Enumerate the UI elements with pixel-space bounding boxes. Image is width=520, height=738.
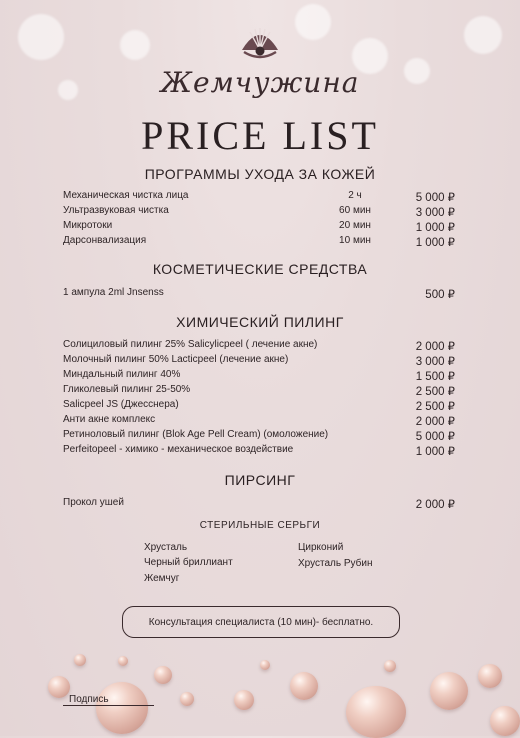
service-name: 1 ампула 2ml Jnsenss [63,287,164,298]
price-row [63,235,455,250]
service-price: 2 000 ₽ [415,341,455,353]
service-name: Анти акне комплекс [63,414,156,425]
pearl-decoration [260,660,270,670]
service-name: Дарсонвализация [63,235,147,246]
service-duration: 2 ч [348,190,362,201]
price-row [63,444,455,459]
section-title-skin-care: ПРОГРАММЫ УХОДА ЗА КОЖЕЙ [144,166,376,182]
price-row [63,287,455,302]
service-name: Солициловый пилинг 25% Salicylicpeel ( лечение акне) [63,339,318,350]
pearl-decoration [180,692,194,706]
service-name: Гликолевый пилинг 25-50% [63,384,191,395]
price-row [63,339,455,354]
price-row [63,384,455,399]
earring-option: Цирконий [298,542,344,553]
pearl-decoration [384,660,396,672]
service-price: 3 000 ₽ [415,356,455,368]
price-row [63,205,455,220]
service-name: Perfeitopeel - химико - механическое воздействие [63,444,294,455]
section-title-piercing: ПИРСИНГ [224,472,296,488]
price-row [63,190,455,205]
pearl-decoration [74,654,86,666]
pearl-decoration [96,682,148,734]
pearl-decoration [154,666,172,684]
signature-label: Подпись [69,694,109,705]
service-price: 2 500 ₽ [415,386,455,398]
brand-name: Жемчужина [160,66,360,99]
price-row [63,497,455,512]
pearl-decoration [478,664,502,688]
earring-option: Черный бриллиант [144,557,233,568]
service-duration: 60 мин [339,205,371,216]
service-name: Механическая чистка лица [63,190,189,201]
service-name: Молочный пилинг 50% Lacticpeel (лечение акне) [63,354,289,365]
price-row [63,354,455,369]
price-row [63,429,455,444]
service-price: 1 000 ₽ [415,222,455,234]
price-row [63,414,455,429]
shell-pearl-logo [0,26,520,67]
service-name: Salicpeel JS (Джесснера) [63,399,179,410]
service-price: 5 000 ₽ [415,192,455,204]
consultation-note [122,606,400,638]
service-price: 1 000 ₽ [415,237,455,249]
pearl-decoration [346,686,406,738]
service-price: 3 000 ₽ [415,207,455,219]
service-duration: 10 мин [339,235,371,246]
pearl-decoration [490,706,520,736]
pearl-decoration [118,656,128,666]
service-price: 2 500 ₽ [415,401,455,413]
section-title-chemical-peeling: ХИМИЧЕСКИЙ ПИЛИНГ [176,314,344,330]
section-title-cosmetics: КОСМЕТИЧЕСКИЕ СРЕДСТВА [152,261,368,277]
pearl-decoration [290,672,318,700]
signature-line [63,694,154,706]
earring-option: Хрусталь Рубин [298,558,373,569]
service-price: 2 000 ₽ [415,499,455,511]
consultation-text: Консультация специалиста (10 мин)- бесплатно. [148,616,374,628]
earring-option: Хрусталь [144,542,188,553]
service-name: Прокол ушей [63,497,124,508]
service-name: Ультразвуковая чистка [63,205,169,216]
service-price: 2 000 ₽ [415,416,455,428]
service-price: 5 000 ₽ [415,431,455,443]
earrings-title: СТЕРИЛЬНЫЕ СЕРЬГИ [199,520,321,531]
pearl-decoration [430,672,468,710]
price-row [63,399,455,414]
price-row [63,220,455,235]
service-price: 500 ₽ [425,289,455,301]
page-title: PRICE LIST [141,113,379,158]
service-price: 1 500 ₽ [415,371,455,383]
price-row [63,369,455,384]
shell-icon [238,26,282,62]
service-name: Ретиноловый пилинг (Blok Age Pell Cream) (омоложение) [63,429,329,440]
service-duration: 20 мин [339,220,371,231]
service-name: Миндальный пилинг 40% [63,369,181,380]
earring-option: Жемчуг [144,573,180,584]
service-price: 1 000 ₽ [415,446,455,458]
service-name: Микротоки [63,220,113,231]
pearl-decoration [234,690,254,710]
